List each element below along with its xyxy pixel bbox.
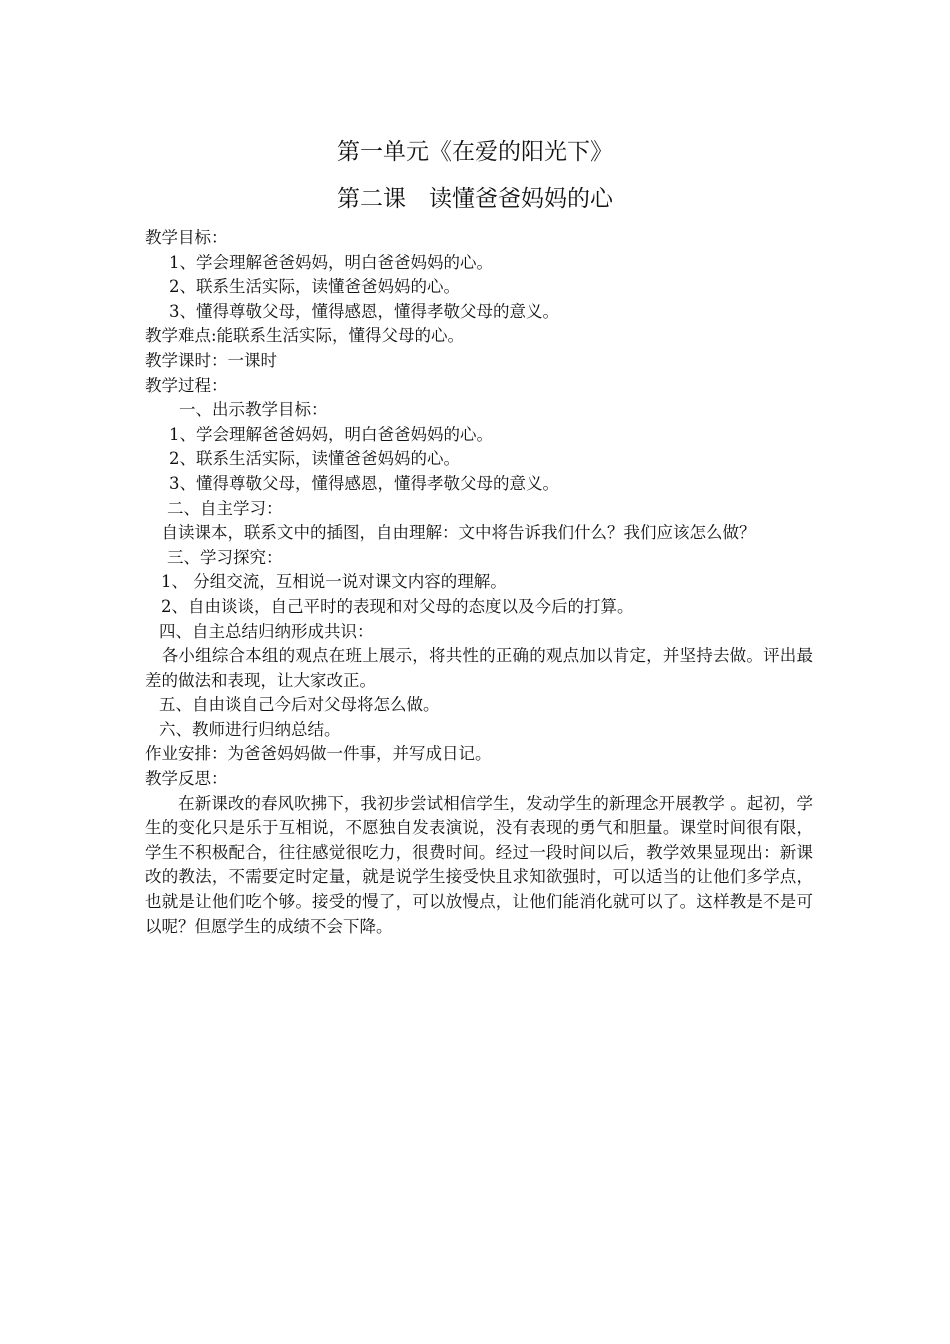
step1-heading: 一、出示教学目标： (179, 400, 328, 420)
period-line: 教学课时：一课时 (145, 350, 277, 370)
lesson-title: 第二课 读懂爸爸妈妈的心 (337, 186, 613, 212)
goal-item-2: 2、联系生活实际，读懂爸爸妈妈的心。 (169, 277, 460, 297)
unit-title: 第一单元《在爱的阳光下》 (337, 139, 613, 165)
reflection-heading: 教学反思： (145, 769, 228, 789)
goals-heading: 教学目标： (145, 228, 228, 247)
step5-line: 五、自由谈自己今后对父母将怎么做。 (159, 695, 440, 715)
step1-goal-2: 2、联系生活实际，读懂爸爸妈妈的心。 (169, 449, 460, 469)
step3-item-2: 2、自由谈谈，自己平时的表现和对父母的态度以及今后的打算。 (161, 596, 634, 616)
difficulty-line: 教学难点:能联系生活实际，懂得父母的心。 (145, 326, 465, 346)
step2-paragraph: 自读课本，联系文中的插图，自由理解：文中将告诉我们什么？我们应该怎么做？ (145, 523, 756, 543)
step1-goal-3: 3、懂得尊敬父母，懂得感恩，懂得孝敬父母的意义。 (169, 473, 559, 493)
goal-item-3: 3、懂得尊敬父母，懂得感恩，懂得孝敬父母的意义。 (169, 301, 559, 321)
step2-heading: 二、自主学习： (167, 498, 283, 518)
step4-paragraph: 各小组综合本组的观点在班上展示，将共性的正确的观点加以肯定，并坚持去做。评出最差的做法和表现，让大家改正。 (145, 646, 813, 690)
reflection-paragraph: 在新课改的春风吹拂下，我初步尝试相信学生，发动学生的新理念开展教学 。起初，学生的变化只是乐于互相说，不愿独自发表演说，没有表现的勇气和胆量。课堂时间很有限，学生不积极配合，往往感觉很吃力，很费时间。经过一段时间以后，教学效果显现出：新课改的教法，不需要定时定量，就是说学生接受快且求知欲强时，可以适当的让他们多学点，也就是让他们吃个够。接受的慢了，可以放慢点，让他们能消化就可以了。这样教是不是可以呢？但愿学生的成绩不会下降。 (145, 793, 813, 936)
step3-heading: 三、学习探究： (167, 547, 283, 567)
step6-line: 六、教师进行归纳总结。 (159, 719, 341, 739)
step3-item-1: 1、 分组交流，互相说一说对课文内容的理解。 (161, 572, 507, 592)
step4-heading: 四、自主总结归纳形成共识： (159, 621, 374, 641)
process-heading: 教学过程： (145, 375, 228, 395)
goal-item-1: 1、学会理解爸爸妈妈，明白爸爸妈妈的心。 (169, 252, 493, 272)
homework-line: 作业安排：为爸爸妈妈做一件事，并写成日记。 (145, 744, 492, 764)
document-body (145, 226, 813, 939)
step1-goal-1: 1、学会理解爸爸妈妈，明白爸爸妈妈的心。 (169, 424, 493, 444)
